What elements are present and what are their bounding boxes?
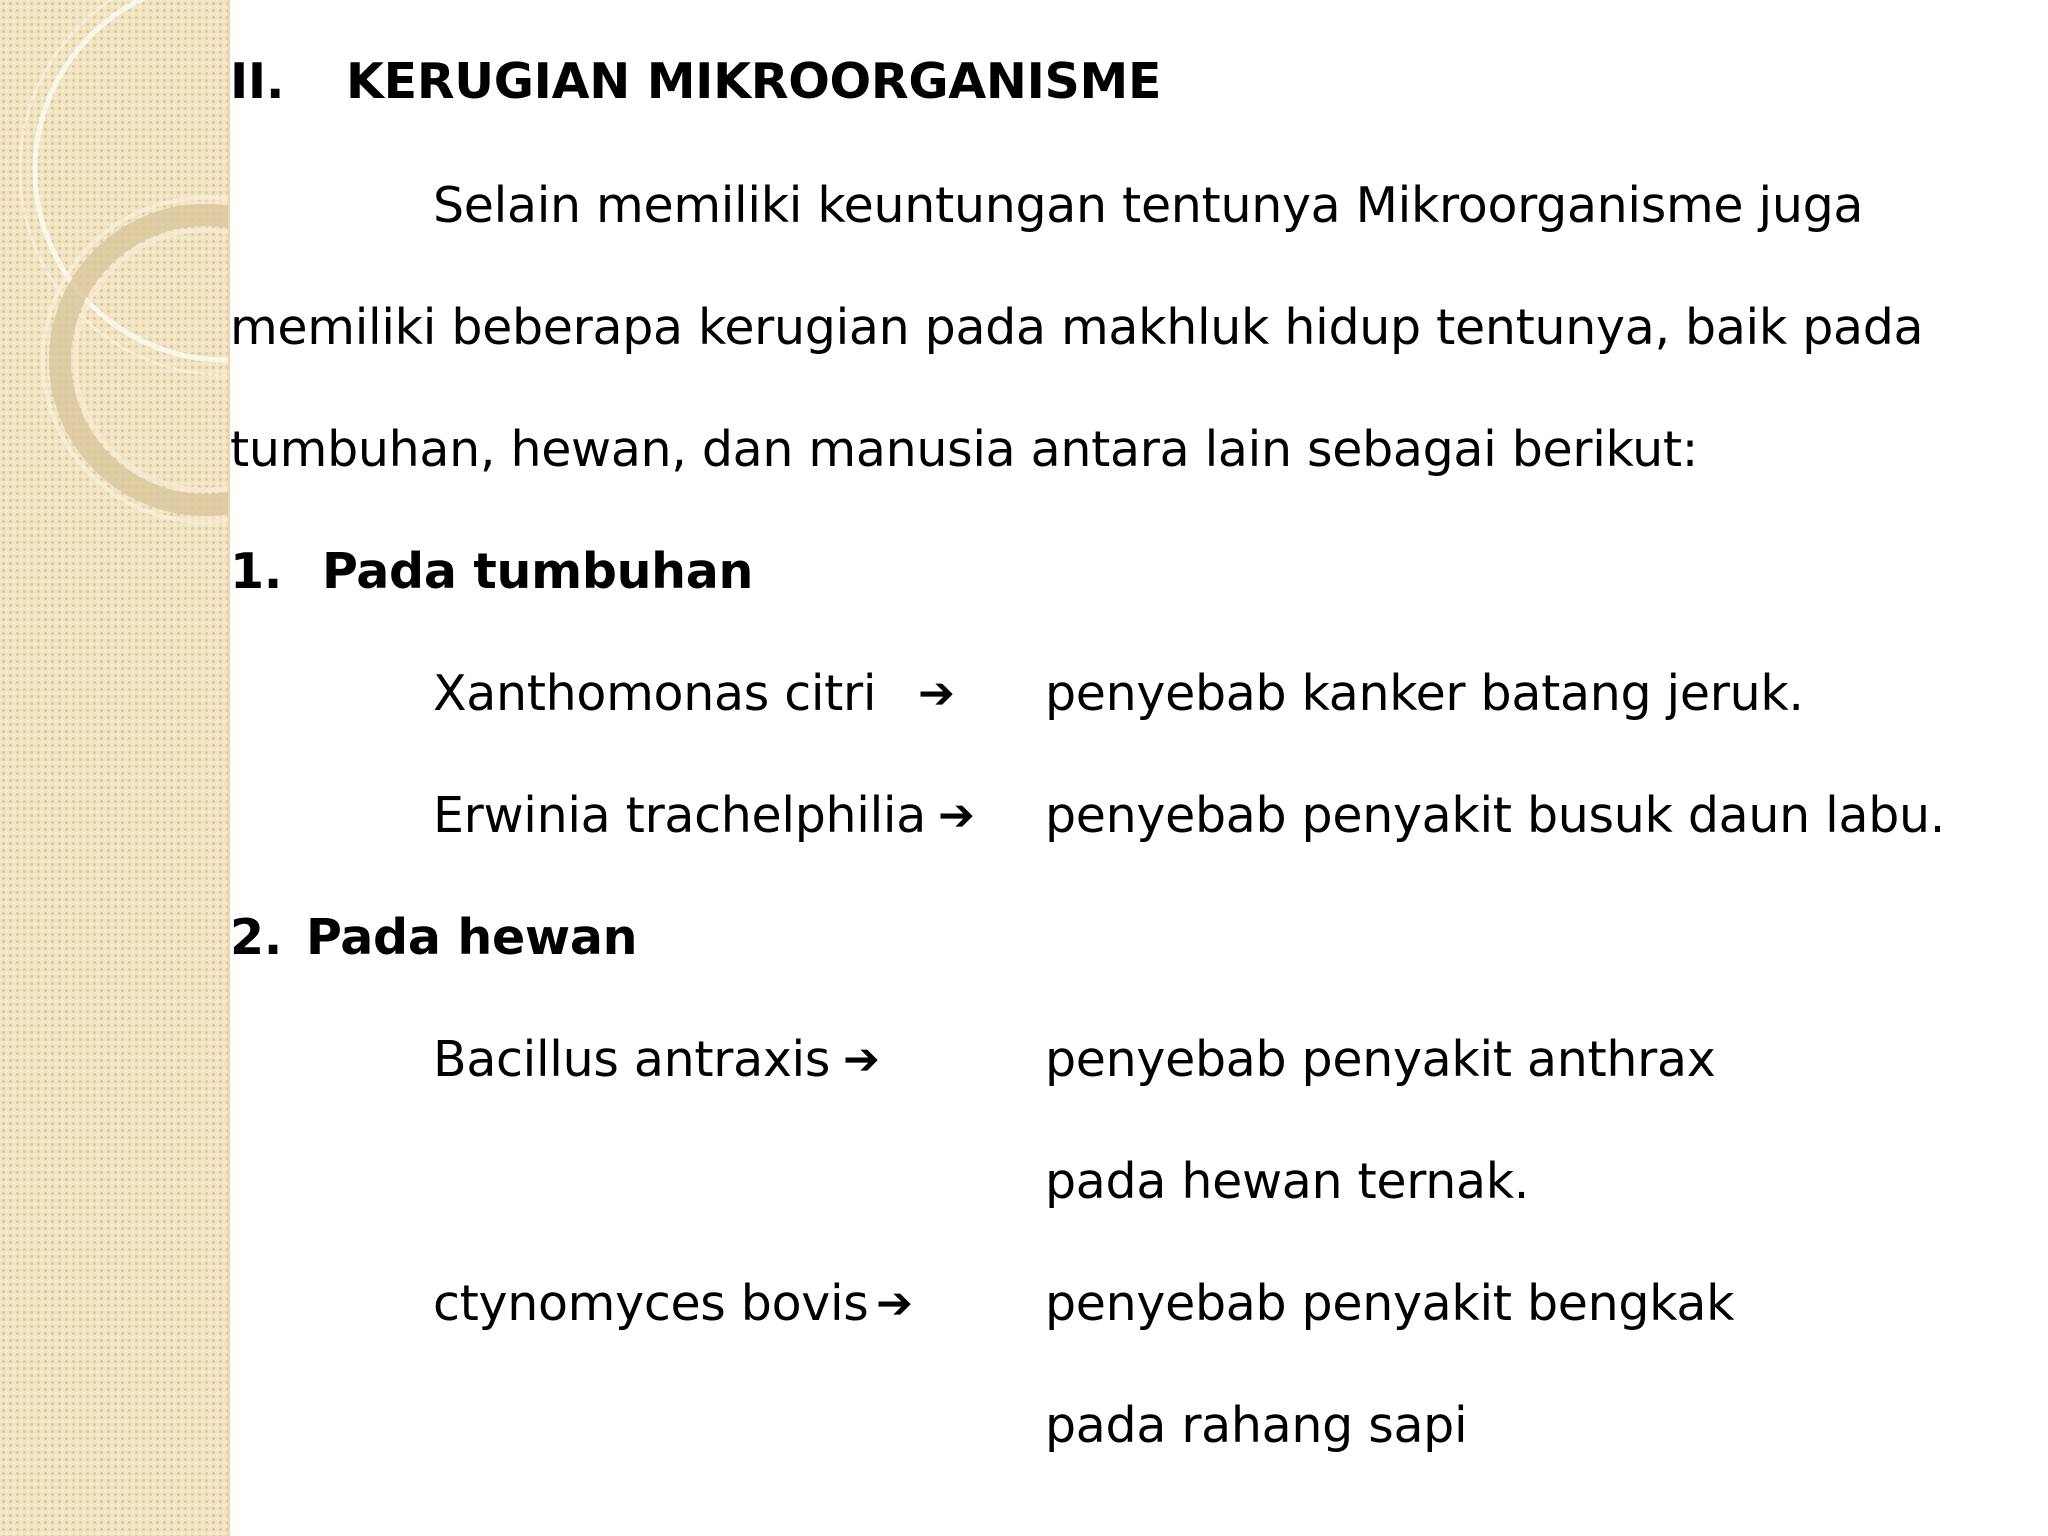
group-number-plants: 1. bbox=[230, 543, 283, 600]
right-arrow-icon: ➔ bbox=[876, 1278, 913, 1329]
organism-effect-continued: pada hewan ternak. bbox=[1045, 1153, 1530, 1210]
organism-name: Xanthomonas citri bbox=[433, 665, 877, 722]
section-title: KERUGIAN MIKROORGANISME bbox=[346, 53, 1162, 110]
section-number: II. bbox=[230, 53, 285, 110]
organism-name: Bacillus antraxis bbox=[433, 1031, 831, 1088]
intro-line-3: tumbuhan, hewan, dan manusia antara lain sebagai berikut: bbox=[230, 421, 1698, 478]
organism-name: Erwinia trachelphilia bbox=[433, 787, 926, 844]
right-arrow-icon: ➔ bbox=[918, 668, 955, 719]
organism-effect: penyebab penyakit busuk daun labu. bbox=[1045, 787, 1946, 844]
intro-line-2: memiliki beberapa kerugian pada makhluk hidup tentunya, baik pada bbox=[230, 299, 1924, 356]
group-number-animals: 2. bbox=[230, 909, 283, 966]
group-heading-plants: Pada tumbuhan bbox=[322, 543, 754, 600]
organism-effect: penyebab kanker batang jeruk. bbox=[1045, 665, 1804, 722]
organism-effect: penyebab penyakit bengkak bbox=[1045, 1275, 1735, 1332]
organism-effect: penyebab penyakit anthrax bbox=[1045, 1031, 1716, 1088]
intro-line-1: Selain memiliki keuntungan tentunya Mikroorganisme juga bbox=[433, 177, 1864, 234]
organism-effect-continued: pada rahang sapi bbox=[1045, 1397, 1468, 1454]
right-arrow-icon: ➔ bbox=[938, 790, 975, 841]
right-arrow-icon: ➔ bbox=[843, 1034, 880, 1085]
organism-name: ctynomyces bovis bbox=[433, 1275, 869, 1332]
group-heading-animals: Pada hewan bbox=[306, 909, 638, 966]
